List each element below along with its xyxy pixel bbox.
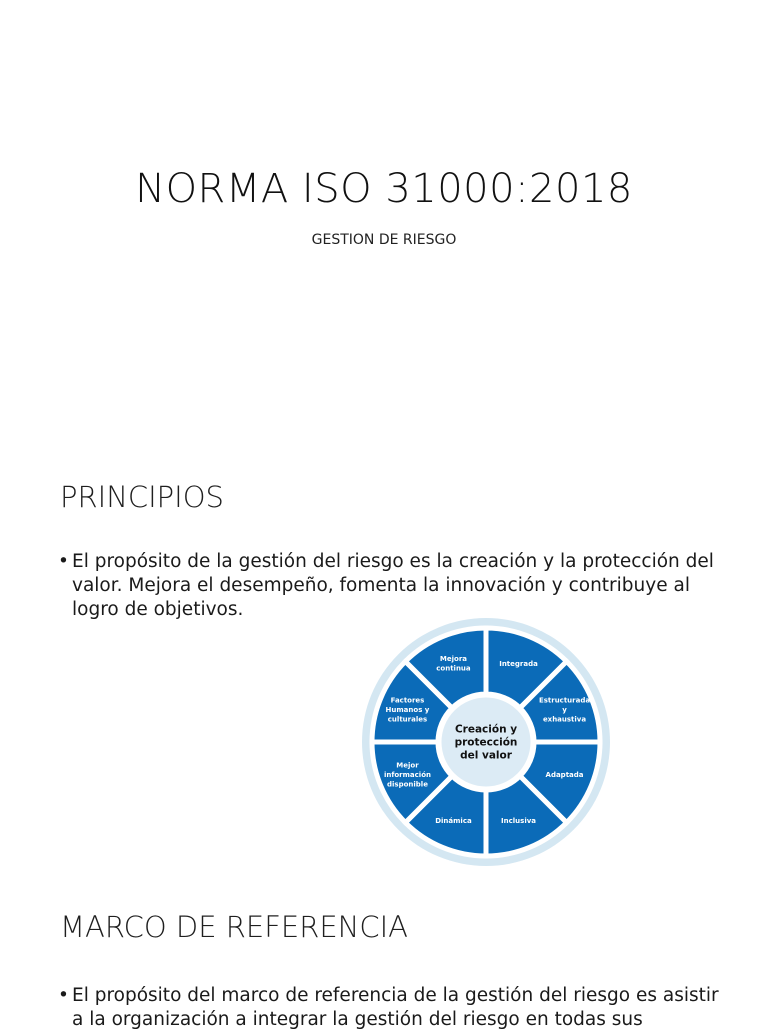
page-title: NORMA ISO 31000:2018 — [135, 166, 633, 212]
wheel-segment-label: Integrada — [499, 659, 538, 668]
framework-bullet-text: El propósito del marco de referencia de la gestión del riesgo es asistir a la organización a integrar la gestión del riesgo en todas sus — [72, 985, 719, 1030]
wheel-segment-label: Estructurada y exhaustiva — [538, 696, 591, 724]
wheel-segment-label: Dinámica — [435, 817, 472, 826]
wheel-segment-label: Mejor información disponible — [383, 761, 432, 789]
principles-bullet-text: El propósito de la gestión del riesgo es la creación y la protección del valor. Mejora el desempeño, fomenta la innovación y contribuye al logro de objetivos. — [72, 551, 714, 620]
bullet-dot: • — [58, 985, 69, 1006]
page-subtitle: GESTION DE RIESGO — [311, 232, 457, 248]
framework-heading: MARCO DE REFERENCIA — [60, 910, 409, 944]
principles-wheel-diagram — [354, 616, 618, 868]
principles-heading: PRINCIPIOS — [60, 480, 224, 514]
framework-slide — [0, 880, 768, 1030]
wheel-segment-label: Inclusiva — [501, 817, 537, 826]
wheel-segment-label: Adaptada — [545, 771, 584, 780]
wheel-segment-label: Mejora continua — [436, 655, 471, 673]
wheel-svg — [354, 616, 618, 868]
bullet-dot: • — [58, 551, 69, 572]
principles-bullet — [58, 550, 732, 622]
wheel-center-label: Creación y protección del valor — [454, 723, 518, 762]
wheel-segment-label: Factores Humanos y culturales — [385, 696, 430, 724]
framework-bullet — [58, 984, 732, 1032]
title-slide — [0, 0, 768, 430]
